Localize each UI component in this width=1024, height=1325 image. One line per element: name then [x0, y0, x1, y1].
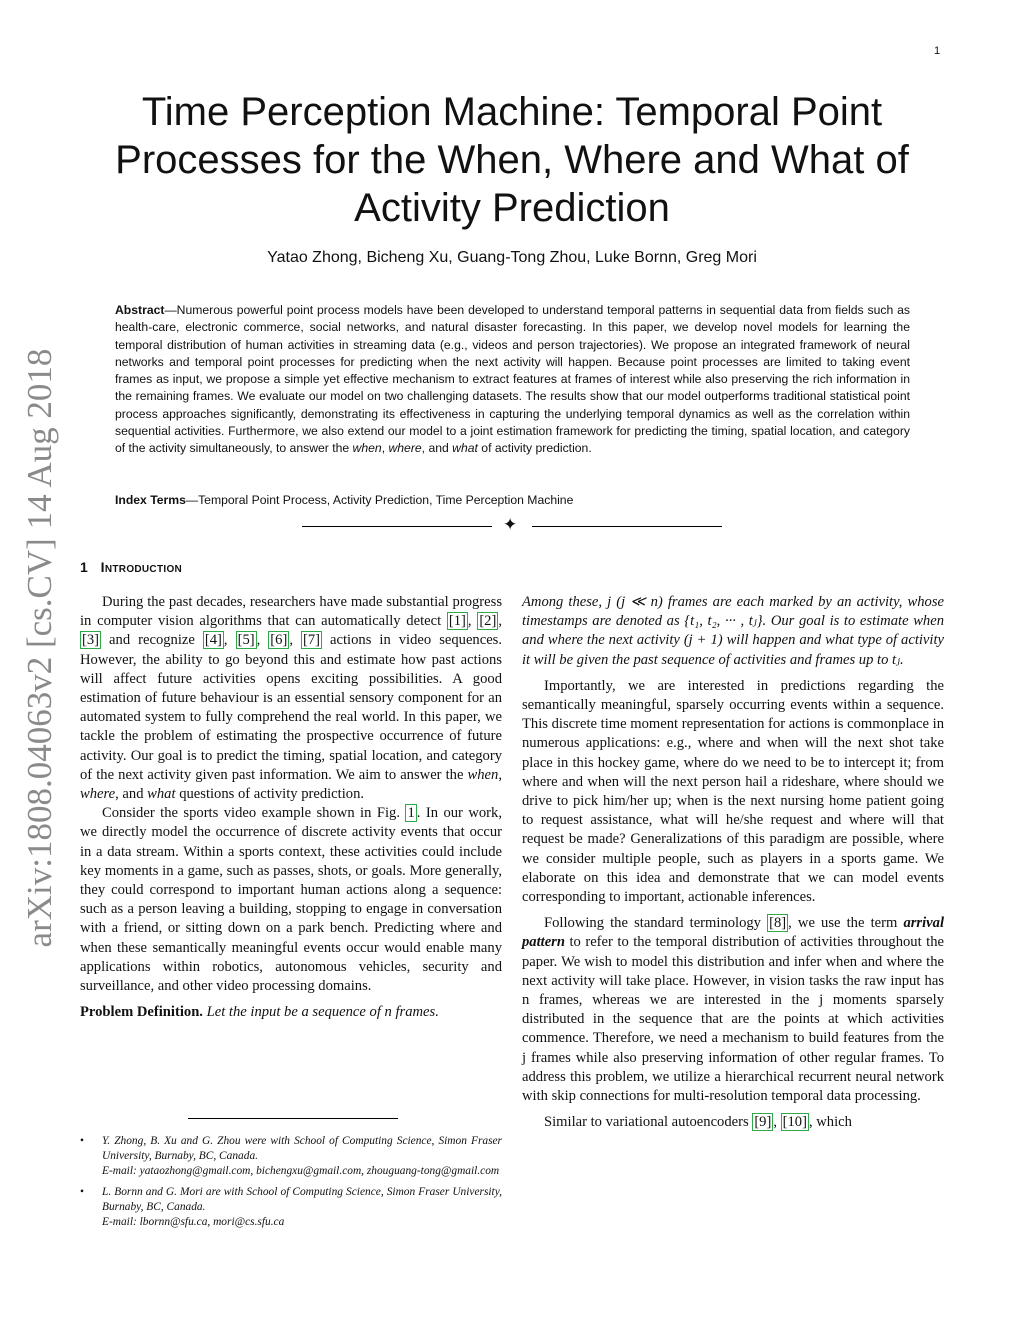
text-run: ,: [498, 613, 502, 630]
separator-line-left: [302, 526, 492, 527]
figure-link[interactable]: 1: [407, 805, 415, 822]
footnote-email: E-mail: lbornn@sfu.ca, mori@cs.sfu.ca: [102, 1216, 285, 1228]
footnote-item: [80, 1185, 502, 1230]
abstract: [115, 302, 910, 458]
citation-link[interactable]: [1]: [448, 613, 466, 630]
footnotes: [80, 1134, 502, 1230]
abstract-where: where: [388, 441, 422, 456]
intro-paragraph-4: [522, 914, 944, 1106]
index-terms-label: Index Terms: [115, 493, 186, 507]
emphasis-term: arrival pattern: [522, 915, 944, 951]
text-run: actions in video sequences. However, the ability to go beyond this and estimate how past actions will affect future activities opens exciting possibilities. A good estimation of future behaviour is an essential sensory component for an automated system to fully comprehend the real world. In this paper, we tackle the problem of estimating the prospective occurrence of future activity. Our goal is to predict the timing, spatial location, and category of the next activity given past information. We aim to answer the: [80, 632, 503, 783]
text-run: ,: [256, 632, 269, 649]
citation-link[interactable]: [6]: [270, 632, 288, 649]
problem-definition-continued: Among these, j (j ≪ n) frames are each marked by an activity, whose timestamps are denoted as {t₁, t₂, ··· , tⱼ}. Our goal is to estimate when and where the next activity (j + 1) will happen and what type of activity it will be given the past sequence of activities and frames up to tⱼ.: [522, 594, 944, 668]
text-run: to refer to the temporal distribution of activities throughout the paper. We wish to model this distribution and infer when and where the next activity will take place. However, in vision tasks the raw input has n frames, whereas we are interested in the j moments sparsely distributed in the sequence that are the points at which activities commence. Therefore, we need a mechanism to build features from the j frames while also preserving information of other regular frames. To address this problem, we utilize a hierarchical recurrent neural network with skip connections for multi-resolution temporal data processing.: [522, 934, 944, 1105]
page-number: 1: [934, 45, 941, 57]
section-title: Introduction: [100, 559, 183, 575]
text-run: and: [118, 786, 148, 803]
intro-paragraph-1: [80, 593, 502, 804]
abstract-what: what: [452, 441, 478, 456]
emphasis-when: when: [467, 766, 499, 783]
text-run: ,: [773, 1114, 781, 1131]
text-run: During the past decades, researchers have made substantial progress in computer vision algorithms that can automatically detect: [80, 594, 502, 630]
text-run: questions of activity prediction.: [175, 786, 365, 803]
section-separator: [302, 515, 722, 534]
emphasis-what: what: [147, 786, 176, 803]
right-column: [522, 593, 944, 1132]
index-terms-text: —Temporal Point Process, Activity Prediction, Time Perception Machine: [185, 493, 574, 507]
abstract-text: —Numerous powerful point process models have been developed to understand temporal patterns in sequential data from fields such as health-care, electronic commerce, social networks, and natural disaster forecasting. In this paper, we develop novel models for learning the temporal distribution of human activities in streaming data (e.g., videos and person trajectories). We propose an integrated framework of neural networks and temporal point processes for predicting when the next activity will happen. Because point processes are limited to taking event frames as input, we propose a simple yet effective mechanism to extract features at frames of interest while also preserving the rich information in the remaining frames. We evaluate our model on two challenging datasets. The results show that our model outperforms traditional statistical point process approaches significantly, demonstrating its effectiveness in capturing the underlying temporal dynamics as well as the correlation within sequential activities. Furthermore, we also extend our model to a joint estimation framework for predicting the timing, spatial location, and category of the activity simultaneously, to answer the: [115, 303, 910, 456]
text-run: . In our work, we directly model the occurrence of discrete activity events that occur in a data stream. Within a sports context, these activities could include key moments in a game, such as passes, shots, or goals. More generally, they could correspond to important human actions along a sequence: such as a person leaving a building, stopping to engage in conversation with a friend, or sitting down on a park bench. Predicting where and when these semantically meaningful events occur would enable many applications within robotics, autonomous vehicles, security and surveillance, and other video processing domains.: [80, 805, 502, 995]
text-run: , which: [808, 1114, 852, 1131]
text-run: Similar to variational autoencoders: [544, 1114, 753, 1131]
citation-link[interactable]: [5]: [237, 632, 255, 649]
text-run: Following the standard terminology: [544, 915, 768, 932]
emphasis-where: where: [80, 786, 116, 803]
citation-link[interactable]: [2]: [479, 613, 497, 630]
problem-definition-text: Let the input be a sequence of n frames.: [202, 1004, 439, 1021]
separator-diamond-icon: ✦: [503, 515, 518, 534]
citation-link[interactable]: [8]: [769, 915, 787, 932]
text-run: ,: [115, 786, 119, 803]
abstract-sep: ,: [381, 441, 389, 456]
arxiv-identifier: arXiv:1808.04063v2 [cs.CV] 14 Aug 2018: [20, 348, 59, 948]
author-list: Yatao Zhong, Bicheng Xu, Guang-Tong Zhou, Luke Bornn, Greg Mori: [267, 249, 757, 266]
abstract-sep: , and: [421, 441, 453, 456]
text-run: and recognize: [101, 632, 203, 649]
intro-paragraph-5: [522, 1113, 944, 1132]
abstract-when: when: [352, 441, 382, 456]
text-run: , we use the term: [788, 915, 904, 932]
problem-definition-label: Problem Definition.: [80, 1004, 203, 1021]
text-run: ,: [498, 766, 502, 783]
section-number: 1: [80, 559, 89, 575]
text-run: Consider the sports video example shown in Fig.: [102, 805, 406, 822]
citation-link[interactable]: [3]: [82, 632, 100, 649]
footnote-item: [80, 1134, 502, 1179]
bullet-icon: •: [80, 1186, 84, 1198]
footnote-rule: [188, 1118, 398, 1119]
text-run: ,: [467, 613, 478, 630]
text-run: ,: [289, 632, 301, 649]
footnote-affiliation: L. Bornn and G. Mori are with School of Computing Science, Simon Fraser University, Burnaby, BC, Canada.: [102, 1186, 502, 1213]
left-column: [80, 593, 502, 1022]
citation-link[interactable]: [10]: [782, 1114, 807, 1131]
paper-title: Time Perception Machine: Temporal Point Processes for the When, Where and What of Activity Prediction: [115, 90, 909, 230]
intro-paragraph-3: Importantly, we are interested in predictions regarding the semantically meaningful, sparsely occurring events within a sequence. This discrete time moment representation for actions is commonplace in numerous applications: e.g., where and when will the next shot take place in this hockey game, where do we need to be to intercept it; from where and when will the next person hail a rideshare, where should we drive to pick him/her up; when is the next nursing home patient going to request assistance, what will he/she request and where will that request be made? Generalizations of this paradigm are possible, where we consider multiple people, such as players in a sports game. We elaborate on this idea and demonstrate that we can model events corresponding to important, actionable inferences.: [522, 677, 944, 906]
separator-line-right: [532, 526, 722, 527]
text-run: ,: [223, 632, 236, 649]
intro-paragraph-2: [80, 804, 502, 996]
citation-link[interactable]: [9]: [754, 1114, 772, 1131]
problem-definition: [80, 1003, 502, 1022]
citation-link[interactable]: [7]: [302, 632, 321, 649]
abstract-tail: of activity prediction.: [477, 441, 592, 456]
section-heading: [80, 559, 182, 575]
footnote-email: E-mail: yataozhong@gmail.com, bichengxu@gmail.com, zhouguang-tong@gmail.com: [102, 1165, 500, 1177]
citation-link[interactable]: [4]: [204, 632, 222, 649]
index-terms: [115, 493, 910, 507]
abstract-label: Abstract: [115, 303, 165, 317]
footnote-affiliation: Y. Zhong, B. Xu and G. Zhou were with School of Computing Science, Simon Fraser University, Burnaby, BC, Canada.: [102, 1135, 502, 1162]
bullet-icon: •: [80, 1135, 84, 1147]
